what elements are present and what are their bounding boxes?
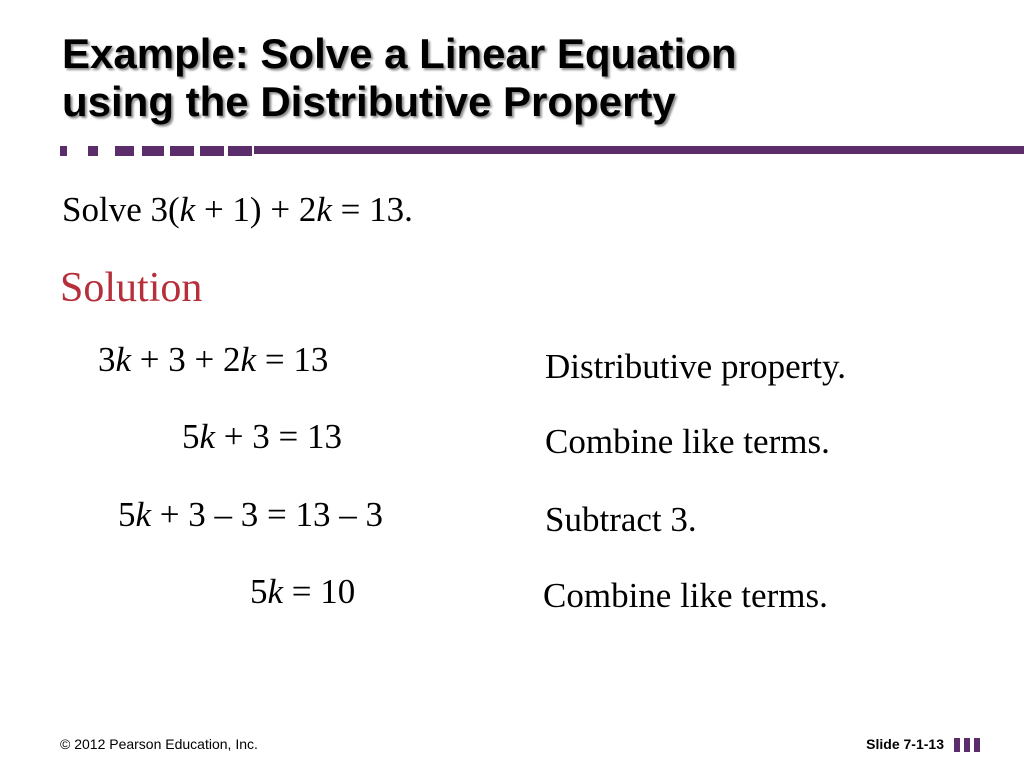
divider-dash [200,146,224,156]
equation-step-2: 5k + 3 = 13 [182,417,343,456]
copyright-notice: © 2012 Pearson Education, Inc. [60,736,258,752]
reason-step-2: Combine like terms. [545,422,830,461]
equation-step-1: 3k + 3 + 2k = 13 [98,340,329,379]
reason-step-3: Subtract 3. [545,500,697,539]
reason-step-1: Distributive property. [545,347,847,386]
slide-title-line-1: Example: Solve a Linear Equation [62,30,737,77]
slide-number: Slide 7-1-13 [866,736,944,752]
footer-bars-icon [954,738,984,752]
problem-statement: Solve 3(k + 1) + 2k = 13. [62,190,413,229]
divider-dash [228,146,252,156]
reason-step-4: Combine like terms. [543,576,828,615]
equation-step-4: 5k = 10 [250,572,356,611]
divider-dash [60,146,67,156]
equation-step-3: 5k + 3 – 3 = 13 – 3 [118,495,384,534]
solution-heading: Solution [60,265,203,311]
divider-dash [115,146,134,156]
divider-dash [142,146,164,156]
slide-title-line-2: using the Distributive Property [62,78,676,125]
title-divider [0,146,1024,158]
slide-title [62,30,1002,126]
divider-line [254,146,1024,154]
divider-dash [170,146,194,156]
divider-dash [88,146,98,156]
